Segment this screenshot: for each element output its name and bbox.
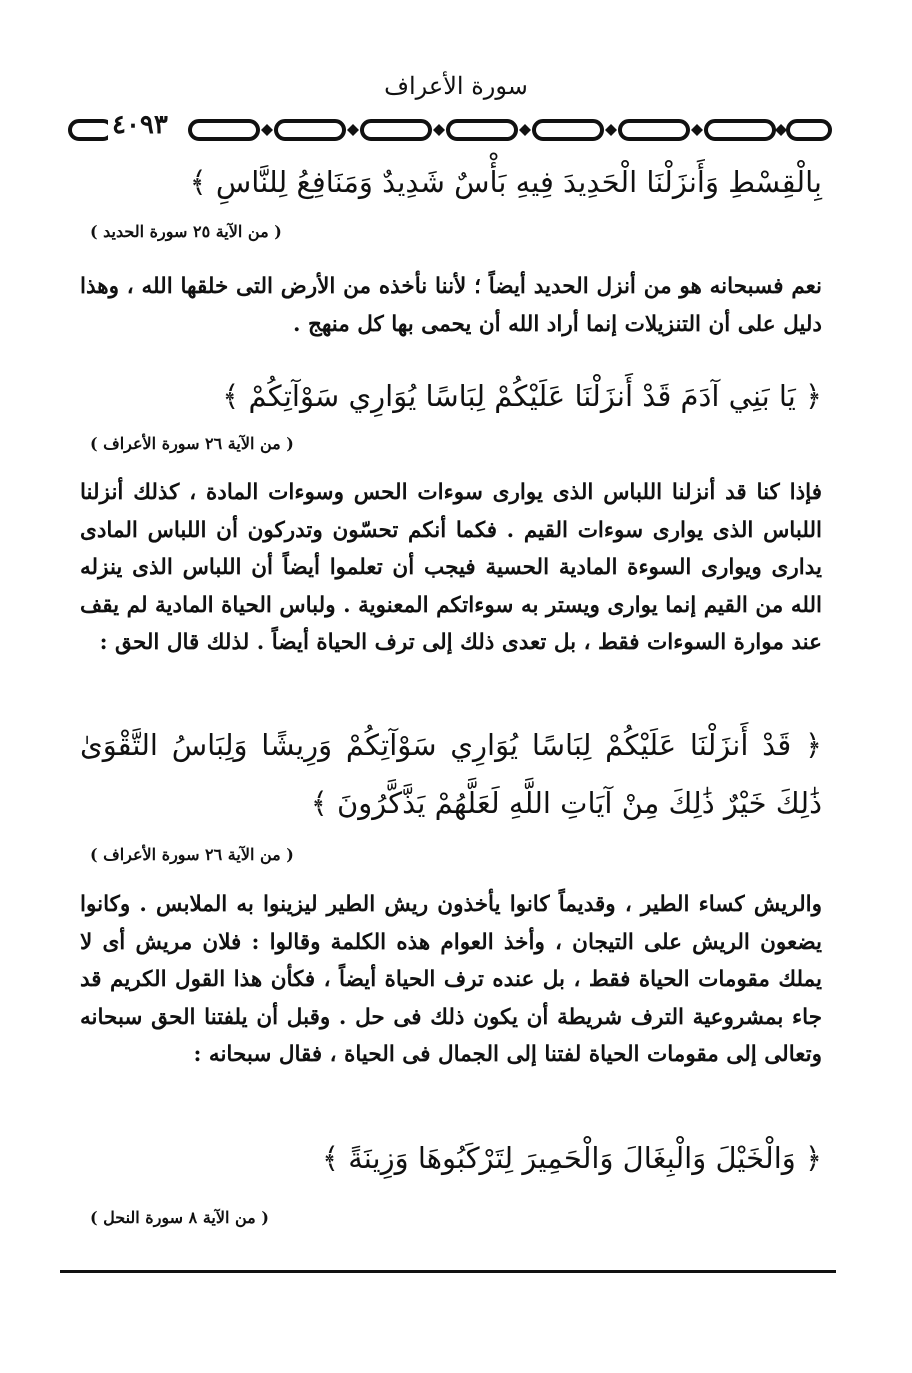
verse-reference: ( من الآية ٢٦ سورة الأعراف ) xyxy=(90,845,294,864)
quran-verse: ﴿ يَا بَنِي آدَمَ قَدْ أَنزَلْنَا عَلَيْكُمْ لِبَاسًا يُوَارِي سَوْآتِكُمْ ﴾ xyxy=(222,379,822,413)
surah-title: سورة الأعراف xyxy=(384,72,528,100)
commentary-paragraph: والريش كساء الطير ، وقديماً كانوا يأخذون ريش الطير ليزينوا به الملابس . وكانوا يضعون الريش على التيجان ، وأخذ العوام هذه الكلمة وقالوا : فلان مريش أى لا يملك مقومات الحياة فقط ، بل عنده ترف الحياة أيضاً ، فكأن هذا القول الكريم قد جاء بمشروعية الترف شريطة أن يكون ذلك فى حل . وقبل أن يلفتنا الحق سبحانه وتعالى إلى مقومات الحياة لفتنا إلى الجمال فى الحياة ، فقال سبحانه : xyxy=(80,892,822,1067)
footer-rule xyxy=(60,1270,836,1273)
page-number: ٤٠٩٣ xyxy=(108,110,172,140)
verse-reference: ( من الآية ٢٥ سورة الحديد ) xyxy=(90,222,282,241)
commentary-paragraph: فإذا كنا قد أنزلنا اللباس الذى يوارى سوءات الحس وسوءات المادة ، كذلك أنزلنا اللباس الذى يوارى سوءات القيم . فكما أنكم تحسّون وتدركون أن اللباس المادى يدارى ويوارى السوءة المادية الحسية فيجب أن تعلموا أيضاً أن اللباس الذى ينزله الله من القيم إنما يوارى ويستر به سوءاتكم المعنوية . ولباس الحياة المادية لم يقف عند موارة السوءات فقط ، بل تعدى ذلك إلى ترف الحياة أيضاً . لذلك قال الحق : xyxy=(80,480,822,655)
verse-reference: ( من الآية ٢٦ سورة الأعراف ) xyxy=(90,434,294,453)
quran-verse: ﴿ قَدْ أَنزَلْنَا عَلَيْكُمْ لِبَاسًا يُوَارِي سَوْآتِكُمْ وَرِيشًا وَلِبَاسُ التَّقْوَىٰ ذَٰلِكَ خَيْرٌ ذَٰلِكَ مِنْ آيَاتِ اللَّهِ لَعَلَّهُمْ يَذَّكَّرُونَ ﴾ xyxy=(80,728,822,820)
commentary-paragraph: نعم فسبحانه هو من أنزل الحديد أيضاً ؛ لأننا نأخذه من الأرض التى خلقها الله ، وهذا دليل على أن التنزيلات إنما أراد الله أن يحمى بها كل منهج . xyxy=(80,274,822,337)
quran-verse: ﴿ وَالْخَيْلَ وَالْبِغَالَ وَالْحَمِيرَ لِتَرْكَبُوهَا وَزِينَةً ﴾ xyxy=(322,1141,822,1175)
verse-reference: ( من الآية ٨ سورة النحل ) xyxy=(90,1208,269,1227)
quran-verse: بِالْقِسْطِ وَأَنزَلْنَا الْحَدِيدَ فِيهِ بَأْسٌ شَدِيدٌ وَمَنَافِعُ لِلنَّاسِ ﴾ xyxy=(189,165,822,199)
ornamental-border xyxy=(64,113,836,147)
